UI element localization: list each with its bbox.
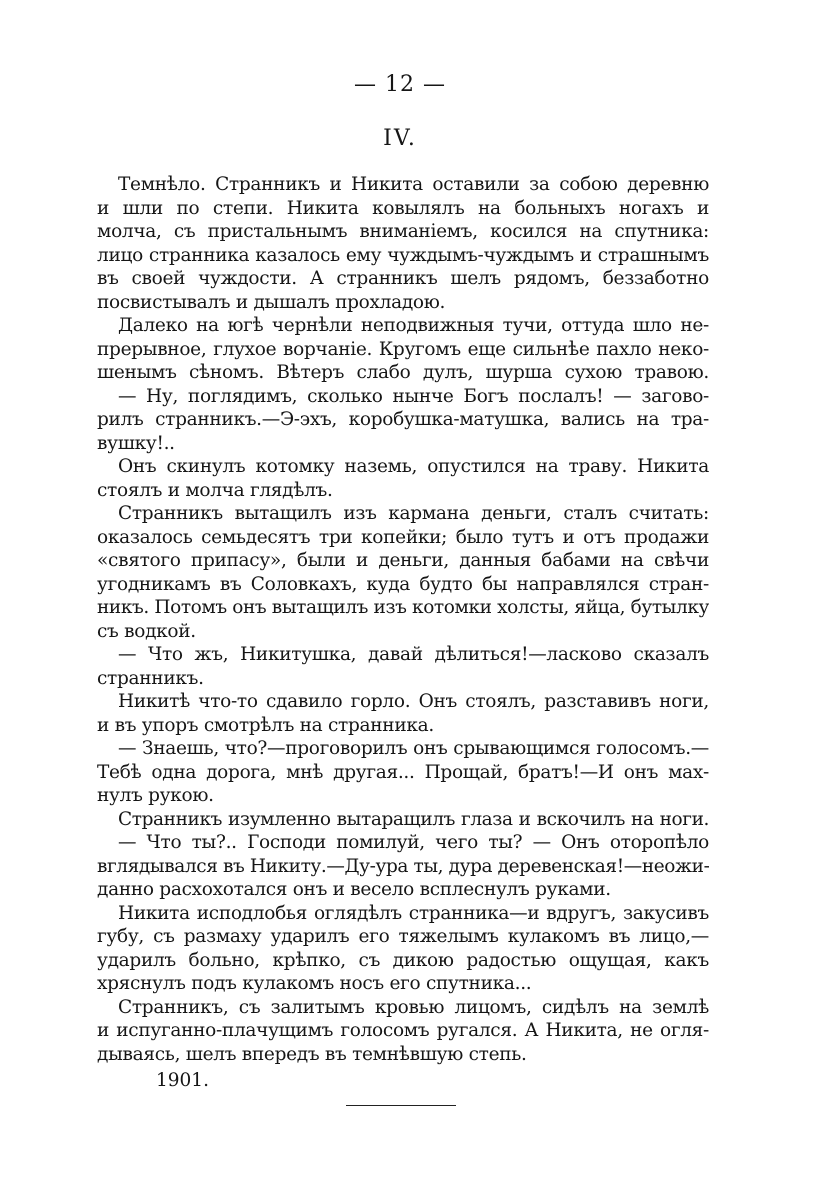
text-line: ударилъ больно, крѣпко, съ дикою радостью ощущая, какъ xyxy=(97,949,709,971)
text-line: Далеко на югѣ чернѣли неподвижныя тучи, оттуда шло не- xyxy=(118,315,709,336)
page-number: — 12 — xyxy=(354,72,446,97)
text-line: губу, съ размаху ударилъ его тяжелымъ кулакомъ въ лицо,— xyxy=(97,926,709,947)
text-line: Тебѣ одна дорога, мнѣ другая... Прощай, братъ!—И онъ мах- xyxy=(97,761,709,783)
text-line: молча, съ пристальнымъ вниманіемъ, косился на спутника: xyxy=(97,221,709,242)
text-line: оказалось семьдесятъ три копейки; было тутъ и отъ продажи xyxy=(97,526,709,548)
text-line: Странникъ вытащилъ изъ кармана деньги, сталъ считать: xyxy=(118,503,709,524)
text-line: Странникъ, съ залитымъ кровью лицомъ, сидѣлъ на землѣ xyxy=(118,996,709,1018)
text-line: хряснулъ подъ кулакомъ носъ его спутника... xyxy=(97,973,532,994)
date-signature: 1901. xyxy=(156,1070,209,1091)
text-line: вушку!.. xyxy=(97,432,175,454)
text-line: — Что ты?.. Господи помилуй, чего ты? — Онъ оторопѣло xyxy=(118,832,709,853)
text-line: угодникамъ въ Соловкахъ, куда будто бы направлялся стран- xyxy=(97,573,709,595)
text-line: и испуганно-плачущимъ голосомъ ругался. А Никита, не огля- xyxy=(97,1020,709,1041)
text-line: странникъ. xyxy=(97,667,204,689)
text-line: шенымъ сѣномъ. Вѣтеръ слабо дулъ, шурша сухою травою. xyxy=(97,362,709,383)
chapter-heading: IV. xyxy=(383,126,417,151)
text-line: стоялъ и молча глядѣлъ. xyxy=(97,479,333,501)
text-line: данно расхохотался онъ и весело всплеснулъ руками. xyxy=(97,879,611,900)
text-line: съ водкой. xyxy=(97,620,196,642)
text-line: лицо странника казалось ему чуждымъ-чуждымъ и страшнымъ xyxy=(97,244,709,266)
closing-rule xyxy=(346,1105,456,1106)
text-line: Никита исподлобья оглядѣлъ странника—и вдругъ, закусивъ xyxy=(118,902,709,924)
text-line: нулъ рукою. xyxy=(97,785,214,806)
text-line: Темнѣло. Странникъ и Никита оставили за собою деревню xyxy=(118,174,709,195)
text-line: посвистывалъ и дышалъ прохладою. xyxy=(97,291,446,313)
text-line: вглядывался въ Никиту.—Ду-ура ты, дура деревенская!—неожи- xyxy=(97,855,709,877)
text-line: никъ. Потомъ онъ вытащилъ изъ котомки холсты, яйца, бутылку xyxy=(97,597,709,618)
text-line: — Ну, поглядимъ, сколько нынче Богъ послалъ! — загово- xyxy=(118,385,709,407)
text-line: дываясь, шелъ впередъ въ темнѣвшую степь. xyxy=(97,1043,527,1065)
text-line: — Знаешь, что?—проговорилъ онъ срывающимся голосомъ.— xyxy=(118,738,709,759)
text-line: Никитѣ что-то сдавило горло. Онъ стоялъ, разставивъ ноги, xyxy=(118,691,709,712)
text-line: «святого припасу», были и деньги, данныя бабами на свѣчи xyxy=(97,550,709,571)
text-line: — Что жъ, Никитушка, давай дѣлиться!—ласково сказалъ xyxy=(118,644,709,665)
text-line: Странникъ изумленно вытаращилъ глаза и вскочилъ на ноги. xyxy=(118,808,709,830)
text-line: и въ упоръ смотрѣлъ на странника. xyxy=(97,714,434,736)
body-text xyxy=(97,173,709,1066)
text-line: въ своей чуждости. А странникъ шелъ рядомъ, беззаботно xyxy=(97,268,709,289)
text-line: Онъ скинулъ котомку наземь, опустился на траву. Никита xyxy=(118,456,709,477)
text-line: прерывное, глухое ворчаніе. Кругомъ еще сильнѣе пахло неко- xyxy=(97,338,709,360)
text-line: и шли по степи. Никита ковылялъ на больныхъ ногахъ и xyxy=(97,197,709,219)
text-line: рилъ странникъ.—Э-эхъ, коробушка-матушка, вались на тра- xyxy=(97,409,709,430)
